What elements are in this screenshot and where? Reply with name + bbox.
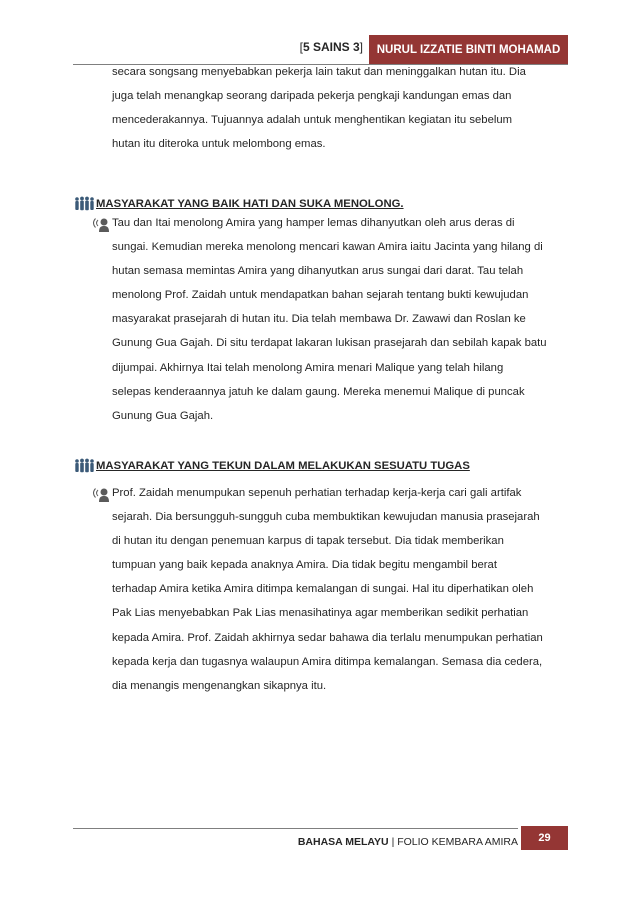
paragraph-line: selepas kenderaannya jatuh ke dalam gaung. Mereka menemui Malique di puncak [112,385,525,398]
paragraph-line: Tau dan Itai menolong Amira yang hamper lemas dihanyutkan oleh arus deras di [112,217,515,229]
paragraph-line: Prof. Zaidah menumpukan sepenuh perhatian terhadap kerja-kerja cari gali artifak [112,487,522,499]
paragraph-line: di hutan itu dengan penemuan karpus di tapak tersebut. Dia tidak memberikan [112,535,504,548]
footer-title [298,836,518,848]
intro-paragraph [112,60,570,156]
people-group-icon [74,196,95,211]
speaking-person-icon [91,218,111,232]
paragraph-line: hutan semasa memintas Amira yang dihanyutkan arus sungai dari darat. Tau telah [112,265,524,278]
paragraph-line: Gunung Gua Gajah. [112,409,214,422]
paragraph-line: kepada Amira. Prof. Zaidah akhirnya sedar bahawa dia terlalu menumpukan perhatian [112,631,543,644]
footer-folio-title: FOLIO KEMBARA AMIRA [397,836,518,848]
footer-separator: | [388,836,398,848]
author-banner: NURUL IZZATIE BINTI MOHAMAD [369,35,568,64]
section-paragraph-diligent [112,481,570,698]
section-heading-text: MASYARAKAT YANG BAIK HATI DAN SUKA MENOLONG. [96,197,404,210]
paragraph-line: mencederakannya. Tujuannya adalah untuk menghentikan kegiatan itu sebelum [112,114,513,127]
people-group-icon [74,458,95,473]
paragraph-line: hutan itu diteroka untuk melombong emas. [112,138,326,151]
class-name: 5 SAINS 3 [302,40,360,54]
page-number: 29 [521,826,568,850]
paragraph-line: dijumpai. Akhirnya Itai telah menolong Amira menari Malique yang telah hilang [112,361,504,374]
paragraph-line: terhadap Amira ketika Amira ditimpa kemalangan di sungai. Hal itu diperhatikan oleh [112,583,534,596]
paragraph-line: secara songsang menyebabkan pekerja lain takut dan meninggalkan hutan itu. Dia [112,66,526,78]
paragraph-line: dia menangis mengenangkan sikapnya itu. [112,679,327,692]
paragraph-line: Gunung Gua Gajah. Di situ terdapat lakaran lukisan prasejarah dan sebilah kapak batu [112,337,547,350]
section-heading-diligent [74,458,470,473]
class-bracket-close: ] [359,40,363,54]
speaking-person-icon [91,488,111,502]
paragraph-line: juga telah menangkap seorang daripada pekerja pengkaji kandungan emas dan [112,90,512,103]
footer-subject: BAHASA MELAYU [297,836,389,848]
paragraph-line: masyarakat prasejarah di hutan itu. Dia telah membawa Dr. Zawawi dan Roslan ke [112,313,526,326]
class-bracket-open: [ [299,40,303,54]
paragraph-line: kepada kerja dan tugasnya walaupun Amira ditimpa kemalangan. Semasa dia cedera, [112,655,543,668]
paragraph-line: sungai. Kemudian mereka menolong mencari kawan Amira iaitu Jacinta yang hilang di [112,241,543,254]
paragraph-line: tumpuan yang baik kepada anaknya Amira. Dia tidak begitu mengambil berat [112,559,497,572]
paragraph-line: menolong Prof. Zaidah untuk mendapatkan bahan sejarah tentang bukti kewujudan [112,289,529,302]
paragraph-line: sejarah. Dia bersungguh-sungguh cuba membuktikan kewujudan manusia prasejarah [112,511,540,524]
footer-rule [73,828,518,829]
section-paragraph-helpful [112,211,570,428]
section-heading-text: MASYARAKAT YANG TEKUN DALAM MELAKUKAN SESUATU TUGAS [96,459,470,472]
class-label [300,40,363,54]
paragraph-line: Pak Lias menyebabkan Pak Lias menasihatinya agar memberikan sedikit perhatian [112,607,529,620]
section-heading-helpful [74,196,404,211]
